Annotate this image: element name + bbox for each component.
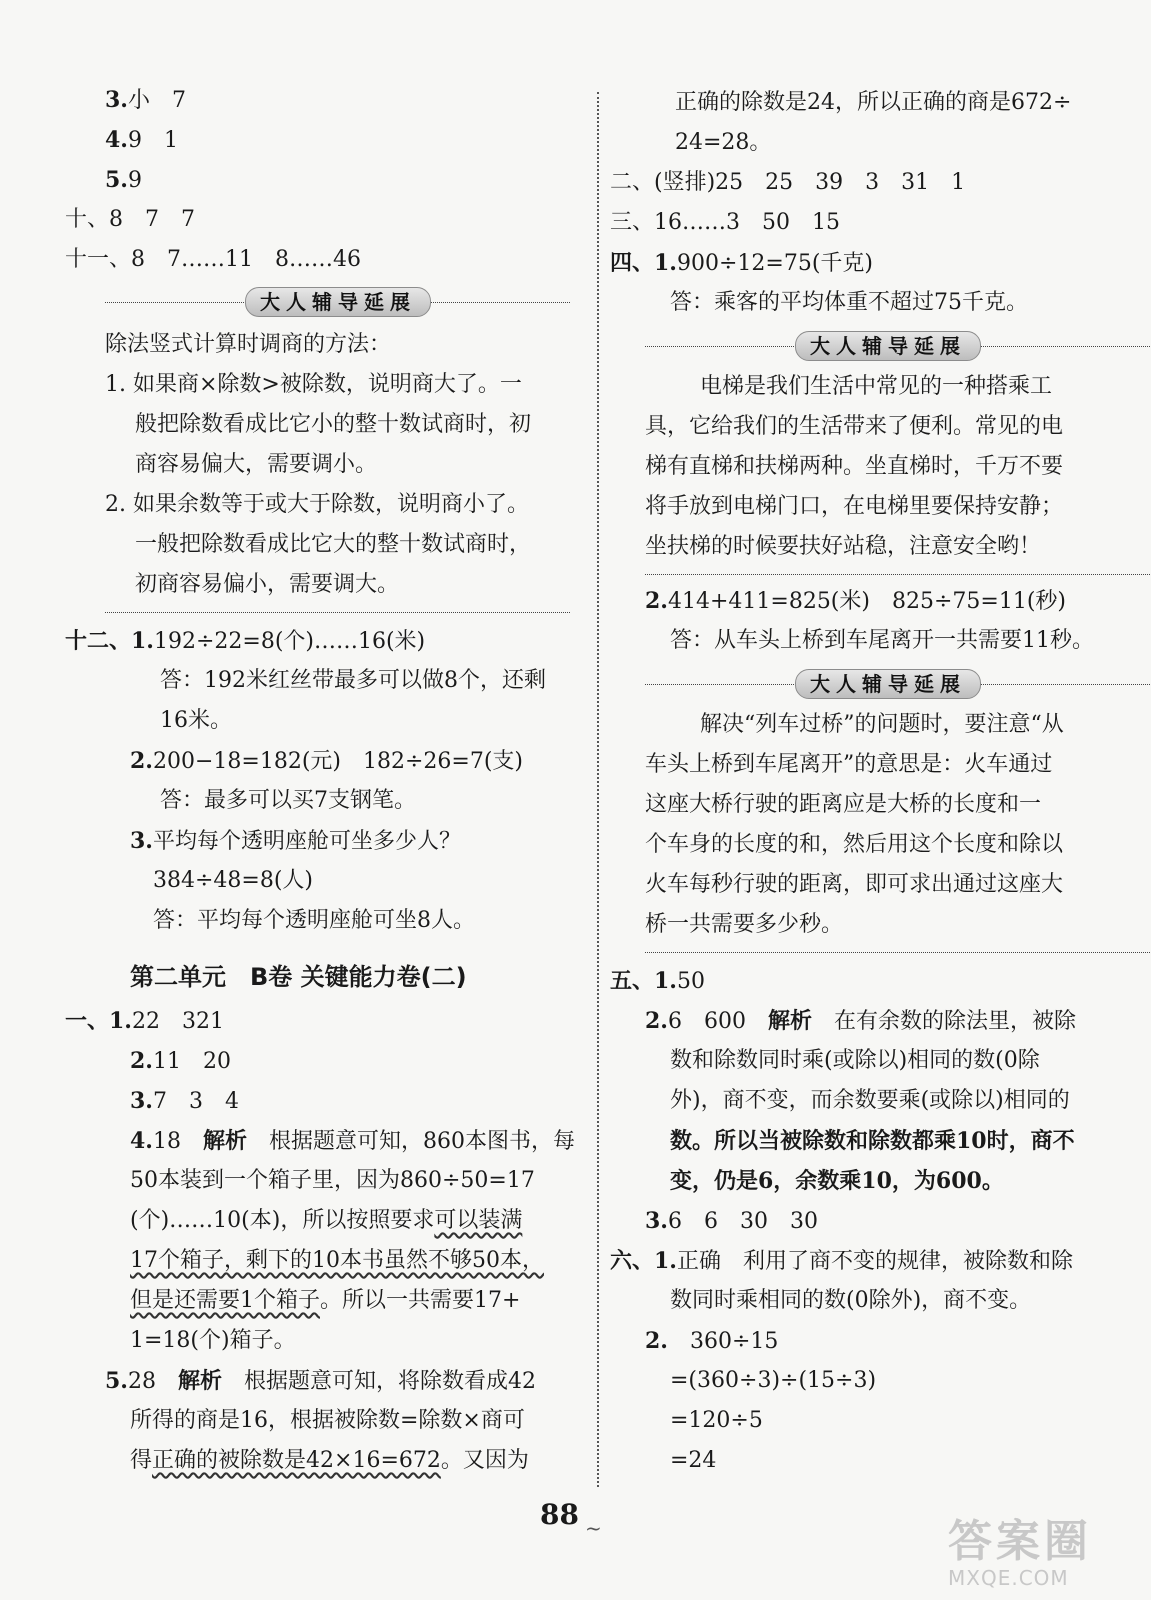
watermark [948,1518,1092,1590]
extension-text: 个车身的长度的和，然后用这个长度和除以 [645,832,1064,857]
dotted-rule [645,574,1150,575]
item-number: 4. [105,127,128,153]
item-number: 3. [130,828,153,854]
underlined-text: 可以装满 [434,1208,523,1233]
answer-line: 十一、8 7……11 8……46 [65,247,361,272]
extension-title: 大人辅导延展 [795,331,981,361]
answer-text: 得 [130,1448,153,1473]
item-number: 六、1. [610,1248,677,1274]
answer-text: 正确 [676,1249,721,1274]
answer-line [105,165,142,196]
answer-line [105,85,186,116]
answer-text: 根据题意可知，将除数看成42 [244,1369,537,1394]
underlined-text: 正确的被除数是42×16=672 [152,1448,441,1473]
item-number: 四、1. [610,250,677,276]
answer-text: 22 321 [131,1009,224,1034]
extension-text: 车头上桥到车尾离开”的意思是：火车通过 [645,752,1053,777]
section-title: 第二单元 B卷 关键能力卷(二) [130,963,467,991]
answer-line [130,746,523,777]
answer-text: 6 600 [667,1009,746,1034]
item-number: 3. [105,87,128,113]
answer-line [610,248,873,279]
extension-text: 梯有直梯和扶梯两种。坐直梯时，千万不要 [645,454,1064,479]
item-number: 十二、1. [65,628,154,654]
extension-text: 桥一共需要多少秒。 [645,912,844,937]
dotted-rule [645,952,1150,953]
answer-line [105,1366,536,1397]
extension-text: 2. 如果余数等于或大于除数，说明商小了。 [105,492,529,517]
answer-line: 384÷48=8(人) [153,868,314,893]
answer-text: 6 6 30 30 [667,1209,818,1234]
analysis-tag: 解析 [767,1008,812,1034]
extension-text: 解决“列车过桥”的问题时，要注意“从 [700,712,1064,737]
answer-text: 。所以一共需要17+ [320,1288,521,1313]
answer-text: 192÷22=8(个)……16(米) [153,629,426,654]
answer-line: 所得的商是16，根据被除数=除数×商可 [130,1408,525,1433]
answer-text: 利用了商不变的规律，被除数和除 [743,1249,1074,1274]
extension-text: 初商容易偏小，需要调大。 [135,572,400,597]
answer-line: 答：从车头上桥到车尾离开一共需要11秒。 [670,628,1094,653]
answer-text: 。又因为 [440,1448,529,1473]
extension-text: 将手放到电梯门口，在电梯里要保持安静； [645,494,1064,519]
answer-line: 三、16……3 50 15 [610,210,840,235]
answer-text: 根据题意可知，860本图书，每 [269,1129,576,1154]
watermark-logo-text: 答案圈 [948,1516,1092,1567]
extension-text: 具，它给我们的生活带来了便利。常见的电 [645,414,1064,439]
answer-line: 正确的除数是24，所以正确的商是672÷ [675,90,1072,115]
answer-line [645,1206,818,1237]
extension-text: 1. 如果商×除数>被除数，说明商大了。一 [105,372,522,397]
extension-header [105,286,570,318]
wave-ornament: ~ [585,1516,602,1540]
item-number: 4. [130,1128,153,1154]
answer-line [65,1006,224,1037]
answer-line [130,1286,520,1316]
underlined-text: 17个箱子，剩下的10本书虽然不够50本， [130,1248,544,1273]
item-number: 2. [130,748,153,774]
answer-line [130,1206,522,1236]
answer-text: 50 [676,969,705,994]
item-number: 一、1. [65,1008,132,1034]
answer-text: 7 3 4 [152,1089,239,1114]
item-number: 3. [645,1208,668,1234]
answer-text: 11 20 [152,1049,231,1074]
answer-line: 24=28。 [675,130,772,155]
answer-text: 9 1 [127,128,178,153]
extension-text: 坐扶梯的时候要扶好站稳，注意安全哟！ [645,534,1042,559]
watermark-url: MXQE.COM [948,1566,1069,1590]
answer-text: 平均每个透明座舱可坐多少人？ [152,829,461,854]
answer-line [610,1246,1073,1277]
answer-text: 9 [127,168,142,193]
answer-line [130,1446,529,1476]
answer-line [130,1126,575,1157]
answer-line: 外)，商不变，而余数要乘(或除以)相同的 [670,1088,1070,1113]
extension-text: 除法竖式计算时调商的方法： [105,332,392,357]
answer-text: 360÷15 [689,1329,779,1354]
page-number: 88 [540,1498,579,1531]
answer-line [645,1006,1076,1037]
answer-text: 200−18=182(元) 182÷26=7(支) [152,749,523,774]
item-number: 2. [645,1008,668,1034]
answer-line: 答：乘客的平均体重不超过75千克。 [670,290,1028,315]
answer-line: 答：平均每个透明座舱可坐8人。 [153,908,475,933]
answer-line [105,125,178,156]
item-number: 5. [105,1368,128,1394]
item-number: 2. [645,588,668,614]
answer-line: =120÷5 [670,1408,763,1433]
extension-text: 般把除数看成比它小的整十数试商时，初 [135,412,532,437]
answer-text: 414+411=825(米) 825÷75=11(秒) [667,589,1066,614]
answer-line: 变，仍是6，余数乘10，为600。 [670,1168,1004,1194]
answer-line: 数同时乘相同的数(0除外)，商不变。 [670,1288,1032,1313]
answer-line: =24 [670,1448,717,1473]
answer-line [610,966,705,997]
answer-line [65,626,425,657]
item-number: 3. [130,1088,153,1114]
extension-title: 大人辅导延展 [245,287,431,317]
answer-line: 数和除数同时乘(或除以)相同的数(0除 [670,1048,1040,1073]
answer-text: 小 7 [127,88,186,113]
analysis-tag: 解析 [177,1368,222,1394]
item-number: 2. [645,1328,668,1354]
answer-line: 16米。 [160,708,232,733]
answer-line: 十、8 7 7 [65,207,195,232]
column-divider [597,92,599,1487]
answer-line [130,1086,239,1117]
answer-line [645,1326,778,1357]
extension-text: 火车每秒行驶的距离，即可求出通过这座大 [645,872,1064,897]
answer-line: 数。所以当被除数和除数都乘10时，商不 [670,1128,1075,1154]
extension-header [645,668,1150,700]
answer-line: 50本装到一个箱子里，因为860÷50=17 [130,1168,535,1193]
item-number: 2. [130,1048,153,1074]
answer-text: 18 [152,1129,181,1154]
item-number: 5. [105,167,128,193]
extension-title: 大人辅导延展 [795,669,981,699]
extension-header [645,330,1150,362]
answer-line: 答：192米红丝带最多可以做8个，还剩 [160,668,546,693]
analysis-tag: 解析 [202,1128,247,1154]
extension-text: 电梯是我们生活中常见的一种搭乘工 [700,374,1053,399]
item-number: 五、1. [610,968,677,994]
extension-text: 这座大桥行驶的距离应是大桥的长度和一 [645,792,1042,817]
answer-line: 二、(竖排)25 25 39 3 31 1 [610,170,966,195]
answer-text: 28 [127,1369,156,1394]
extension-text: 商容易偏大，需要调小。 [135,452,378,477]
answer-line: 1=18(个)箱子。 [130,1328,296,1353]
answer-line [130,1046,231,1077]
answer-line [645,586,1066,617]
underlined-text: 但是还需要1个箱子 [130,1288,320,1313]
answer-line: 答：最多可以买7支钢笔。 [160,788,416,813]
extension-text: 一般把除数看成比它大的整十数试商时， [135,532,532,557]
answer-text: 900÷12=75(千克) [676,251,873,276]
answer-line: =(360÷3)÷(15÷3) [670,1368,877,1393]
dotted-rule [105,612,570,613]
answer-text: 在有余数的除法里，被除 [834,1009,1077,1034]
answer-line [130,826,461,857]
answer-text: (个)……10(本)，所以按照要求 [130,1208,435,1233]
